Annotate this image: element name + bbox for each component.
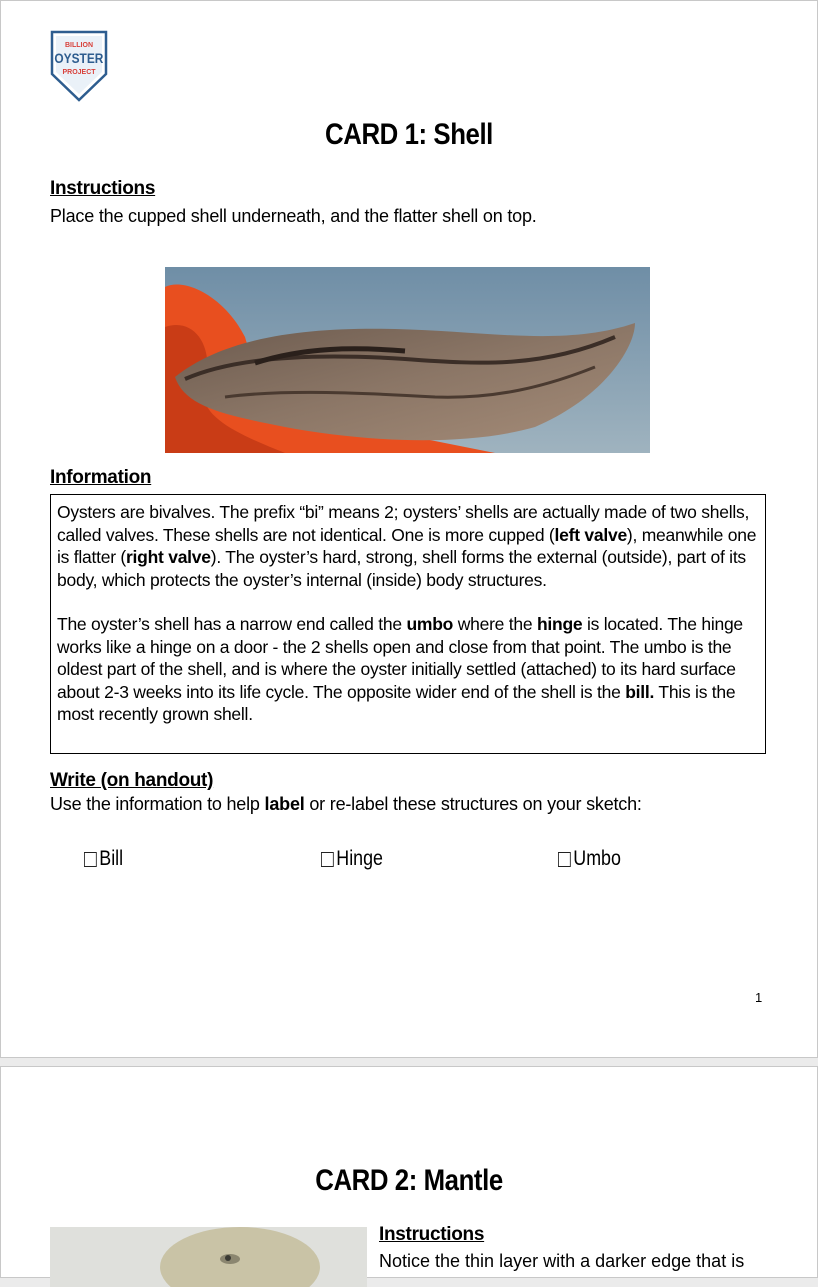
bold-term: right valve	[125, 547, 211, 567]
information-box	[50, 494, 766, 754]
text-run: Oysters are bivalves. The prefix “bi” means 2; oysters’ shells are actually made of two shells, called valves. These shells are not identical. One is more cupped (	[57, 502, 750, 545]
checkbox-icon[interactable]	[558, 852, 571, 867]
card-2-instructions-heading: Instructions	[379, 1224, 485, 1245]
bold-term: umbo	[406, 614, 454, 634]
write-text-bold: label	[264, 794, 305, 814]
page-2	[0, 1066, 818, 1278]
checkbox-icon[interactable]	[84, 852, 97, 867]
text-run: where the	[453, 614, 537, 634]
text-run: ). The oyster’s hard, strong, shell forms the external (outside), part of its body, which protects the oyster’s internal (inside) body structures.	[57, 547, 746, 590]
checklist-label-umbo: Umbo	[573, 847, 621, 870]
write-instructions	[50, 794, 642, 815]
text-run: ), meanwhile one is flatter (	[57, 524, 757, 567]
instructions-text: Place the cupped shell underneath, and the flatter shell on top.	[50, 206, 537, 226]
write-text-after: or re-label these structures on your sketch:	[304, 794, 642, 814]
information-paragraph-1	[57, 501, 759, 591]
information-paragraph-2	[57, 613, 759, 726]
logo-text-project: PROJECT	[62, 69, 96, 76]
bold-term: hinge	[536, 614, 583, 634]
text-run: is located. The hinge works like a hinge on a door - the 2 shells open and close from that point. The umbo is the oldest part of the shell, and is where the oyster initially settled (attached) to its hard surface about 2-3 weeks into its life cycle. The opposite wider end of the shell is the	[57, 614, 743, 702]
text-run: The oyster’s shell has a narrow end called the	[57, 614, 407, 634]
oyster-mantle-photo	[50, 1227, 367, 1287]
bold-term: bill.	[625, 681, 655, 702]
card-1-title: CARD 1: Shell	[325, 118, 493, 151]
card-2-instructions-text: Notice the thin layer with a darker edge that is	[379, 1251, 745, 1271]
logo-text-oyster: OYSTER	[54, 50, 104, 67]
page-number: 1	[755, 990, 763, 1005]
checklist-label-hinge: Hinge	[336, 847, 383, 870]
oyster-shell-photo	[165, 267, 650, 453]
text-run: This is the most recently grown shell.	[57, 681, 736, 724]
information-heading: Information	[50, 467, 152, 488]
checklist-label-bill: Bill	[99, 847, 124, 870]
instructions-heading: Instructions	[50, 178, 156, 199]
logo-text-billion: BILLION	[65, 42, 93, 49]
card-2-title: CARD 2: Mantle	[315, 1164, 503, 1197]
checkbox-icon[interactable]	[321, 852, 334, 867]
write-text-before: Use the information to help	[50, 794, 265, 814]
write-heading: Write (on handout)	[50, 770, 214, 791]
checklist-item-hinge[interactable]	[321, 847, 383, 871]
checklist-item-bill[interactable]	[84, 847, 123, 871]
checklist-item-umbo[interactable]	[558, 847, 621, 871]
bold-term: left valve	[554, 524, 627, 545]
billion-oyster-project-logo	[50, 30, 108, 102]
